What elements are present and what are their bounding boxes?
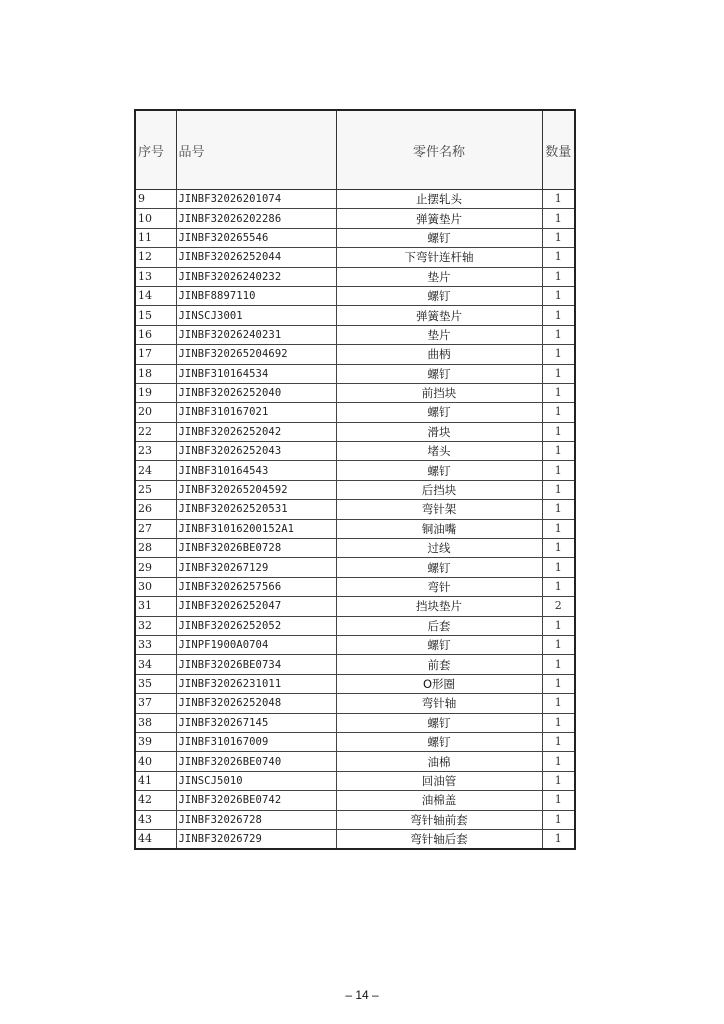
row-qty: 1 (542, 364, 575, 383)
row-part-no: JINBF32026252052 (176, 616, 336, 635)
row-seq: 30 (135, 577, 176, 596)
row-part-no: JINBF320265204692 (176, 345, 336, 364)
row-qty: 1 (542, 480, 575, 499)
table-row (135, 732, 575, 751)
row-seq: 16 (135, 325, 176, 344)
row-qty: 1 (542, 713, 575, 732)
table-row (135, 190, 575, 209)
table-row (135, 616, 575, 635)
row-seq: 39 (135, 732, 176, 751)
row-qty: 1 (542, 442, 575, 461)
row-qty: 1 (542, 732, 575, 751)
table-row (135, 791, 575, 810)
row-part-name: 挡块垫片 (336, 597, 542, 616)
table-row (135, 752, 575, 771)
row-qty: 1 (542, 248, 575, 267)
row-qty: 1 (542, 403, 575, 422)
row-part-no: JINBF32026252042 (176, 422, 336, 441)
row-seq: 28 (135, 539, 176, 558)
row-part-name: 弯针轴 (336, 694, 542, 713)
row-part-no: JINBF32026231011 (176, 674, 336, 693)
row-seq: 14 (135, 286, 176, 305)
table-row (135, 345, 575, 364)
row-seq: 27 (135, 519, 176, 538)
row-part-name: 弹簧垫片 (336, 306, 542, 325)
row-qty: 1 (542, 422, 575, 441)
row-part-name: 滑块 (336, 422, 542, 441)
table-row (135, 248, 575, 267)
row-part-name: 回油管 (336, 771, 542, 790)
row-part-name: 垫片 (336, 267, 542, 286)
row-part-name: 螺钉 (336, 364, 542, 383)
row-seq: 31 (135, 597, 176, 616)
header-part-no: 品号 (176, 110, 336, 190)
row-part-no: JINBF32026201074 (176, 190, 336, 209)
row-qty: 1 (542, 286, 575, 305)
row-seq: 13 (135, 267, 176, 286)
row-part-name: 油棉 (336, 752, 542, 771)
row-part-name: 后挡块 (336, 480, 542, 499)
row-qty: 1 (542, 306, 575, 325)
row-part-no: JINBF32026729 (176, 829, 336, 849)
row-part-name: 前套 (336, 655, 542, 674)
row-seq: 38 (135, 713, 176, 732)
row-part-name: 止摆轧头 (336, 190, 542, 209)
row-qty: 1 (542, 635, 575, 654)
row-part-no: JINBF320267129 (176, 558, 336, 577)
row-qty: 1 (542, 500, 575, 519)
row-part-no: JINBF32026252048 (176, 694, 336, 713)
row-seq: 11 (135, 228, 176, 247)
header-qty: 数量 (542, 110, 575, 190)
row-part-no: JINBF8897110 (176, 286, 336, 305)
table-row (135, 325, 575, 344)
row-qty: 2 (542, 597, 575, 616)
row-part-name: 弯针 (336, 577, 542, 596)
table-row (135, 771, 575, 790)
row-qty: 1 (542, 539, 575, 558)
row-part-name: 螺钉 (336, 403, 542, 422)
row-part-no: JINBF32026257566 (176, 577, 336, 596)
row-qty: 1 (542, 791, 575, 810)
row-part-name: O形圈 (336, 674, 542, 693)
table-row (135, 306, 575, 325)
row-part-no: JINSCJ3001 (176, 306, 336, 325)
row-seq: 17 (135, 345, 176, 364)
row-part-no: JINBF32026240231 (176, 325, 336, 344)
row-part-name: 下弯针连杆轴 (336, 248, 542, 267)
table-row (135, 364, 575, 383)
row-part-name: 螺钉 (336, 713, 542, 732)
row-part-no: JINBF32026728 (176, 810, 336, 829)
row-part-name: 铜油嘴 (336, 519, 542, 538)
row-part-no: JINBF320267145 (176, 713, 336, 732)
row-seq: 18 (135, 364, 176, 383)
table-row (135, 655, 575, 674)
row-qty: 1 (542, 519, 575, 538)
table-row (135, 442, 575, 461)
row-part-no: JINBF32026252043 (176, 442, 336, 461)
row-seq: 10 (135, 209, 176, 228)
row-seq: 12 (135, 248, 176, 267)
table-row (135, 500, 575, 519)
row-part-no: JINBF32026252040 (176, 383, 336, 402)
table-row (135, 558, 575, 577)
row-part-no: JINBF32026252044 (176, 248, 336, 267)
table-row (135, 694, 575, 713)
row-part-no: JINBF320262520531 (176, 500, 336, 519)
row-qty: 1 (542, 558, 575, 577)
row-part-name: 油棉盖 (336, 791, 542, 810)
row-seq: 41 (135, 771, 176, 790)
row-part-name: 过线 (336, 539, 542, 558)
table-row (135, 597, 575, 616)
row-part-name: 弯针架 (336, 500, 542, 519)
row-qty: 1 (542, 228, 575, 247)
parts-table (134, 109, 576, 850)
row-part-name: 螺钉 (336, 635, 542, 654)
row-qty: 1 (542, 674, 575, 693)
row-part-no: JINBF310164534 (176, 364, 336, 383)
table-row (135, 422, 575, 441)
row-seq: 32 (135, 616, 176, 635)
row-part-name: 弯针轴后套 (336, 829, 542, 849)
row-part-name: 螺钉 (336, 461, 542, 480)
row-seq: 15 (135, 306, 176, 325)
row-seq: 25 (135, 480, 176, 499)
row-qty: 1 (542, 190, 575, 209)
row-seq: 26 (135, 500, 176, 519)
row-part-no: JINBF310167009 (176, 732, 336, 751)
row-part-no: JINBF31016200152A1 (176, 519, 336, 538)
row-part-name: 曲柄 (336, 345, 542, 364)
row-seq: 23 (135, 442, 176, 461)
row-part-no: JINBF310164543 (176, 461, 336, 480)
table-row (135, 519, 575, 538)
row-qty: 1 (542, 345, 575, 364)
row-qty: 1 (542, 752, 575, 771)
table-row (135, 577, 575, 596)
row-part-no: JINBF32026BE0740 (176, 752, 336, 771)
row-part-no: JINBF32026240232 (176, 267, 336, 286)
row-part-name: 前挡块 (336, 383, 542, 402)
table-body (135, 190, 575, 850)
row-part-name: 螺钉 (336, 732, 542, 751)
table-row (135, 461, 575, 480)
row-qty: 1 (542, 829, 575, 849)
row-seq: 35 (135, 674, 176, 693)
row-part-name: 螺钉 (336, 286, 542, 305)
table-header (135, 110, 575, 190)
header-seq: 序号 (135, 110, 176, 190)
row-part-no: JINBF320265546 (176, 228, 336, 247)
row-qty: 1 (542, 616, 575, 635)
row-part-name: 垫片 (336, 325, 542, 344)
row-seq: 24 (135, 461, 176, 480)
row-part-name: 螺钉 (336, 228, 542, 247)
table-row (135, 713, 575, 732)
row-qty: 1 (542, 771, 575, 790)
header-row (135, 110, 575, 190)
row-part-no: JINBF32026BE0734 (176, 655, 336, 674)
row-part-no: JINBF32026252047 (176, 597, 336, 616)
row-qty: 1 (542, 383, 575, 402)
row-part-no: JINBF32026BE0728 (176, 539, 336, 558)
row-qty: 1 (542, 325, 575, 344)
row-seq: 42 (135, 791, 176, 810)
row-seq: 40 (135, 752, 176, 771)
row-part-no: JINBF32026202286 (176, 209, 336, 228)
row-part-name: 弯针轴前套 (336, 810, 542, 829)
table-row (135, 286, 575, 305)
table-row (135, 539, 575, 558)
row-seq: 22 (135, 422, 176, 441)
row-seq: 37 (135, 694, 176, 713)
table-row (135, 228, 575, 247)
page-number: – 14 – (345, 988, 379, 1002)
table-row (135, 403, 575, 422)
row-qty: 1 (542, 655, 575, 674)
table-row (135, 480, 575, 499)
table-row (135, 209, 575, 228)
row-seq: 43 (135, 810, 176, 829)
row-part-name: 后套 (336, 616, 542, 635)
table-row (135, 383, 575, 402)
row-part-no: JINSCJ5010 (176, 771, 336, 790)
row-qty: 1 (542, 209, 575, 228)
row-seq: 29 (135, 558, 176, 577)
table-row (135, 810, 575, 829)
row-seq: 9 (135, 190, 176, 209)
row-qty: 1 (542, 577, 575, 596)
row-part-no: JINBF310167021 (176, 403, 336, 422)
row-qty: 1 (542, 267, 575, 286)
row-seq: 44 (135, 829, 176, 849)
row-part-no: JINPF1900A0704 (176, 635, 336, 654)
table-row (135, 267, 575, 286)
row-qty: 1 (542, 810, 575, 829)
header-part-name: 零件名称 (336, 110, 542, 190)
row-seq: 34 (135, 655, 176, 674)
row-seq: 20 (135, 403, 176, 422)
row-qty: 1 (542, 694, 575, 713)
row-qty: 1 (542, 461, 575, 480)
row-seq: 19 (135, 383, 176, 402)
row-seq: 33 (135, 635, 176, 654)
table-row (135, 635, 575, 654)
row-part-no: JINBF320265204592 (176, 480, 336, 499)
row-part-name: 弹簧垫片 (336, 209, 542, 228)
row-part-no: JINBF32026BE0742 (176, 791, 336, 810)
row-part-name: 堵头 (336, 442, 542, 461)
row-part-name: 螺钉 (336, 558, 542, 577)
table-row (135, 829, 575, 849)
table-row (135, 674, 575, 693)
